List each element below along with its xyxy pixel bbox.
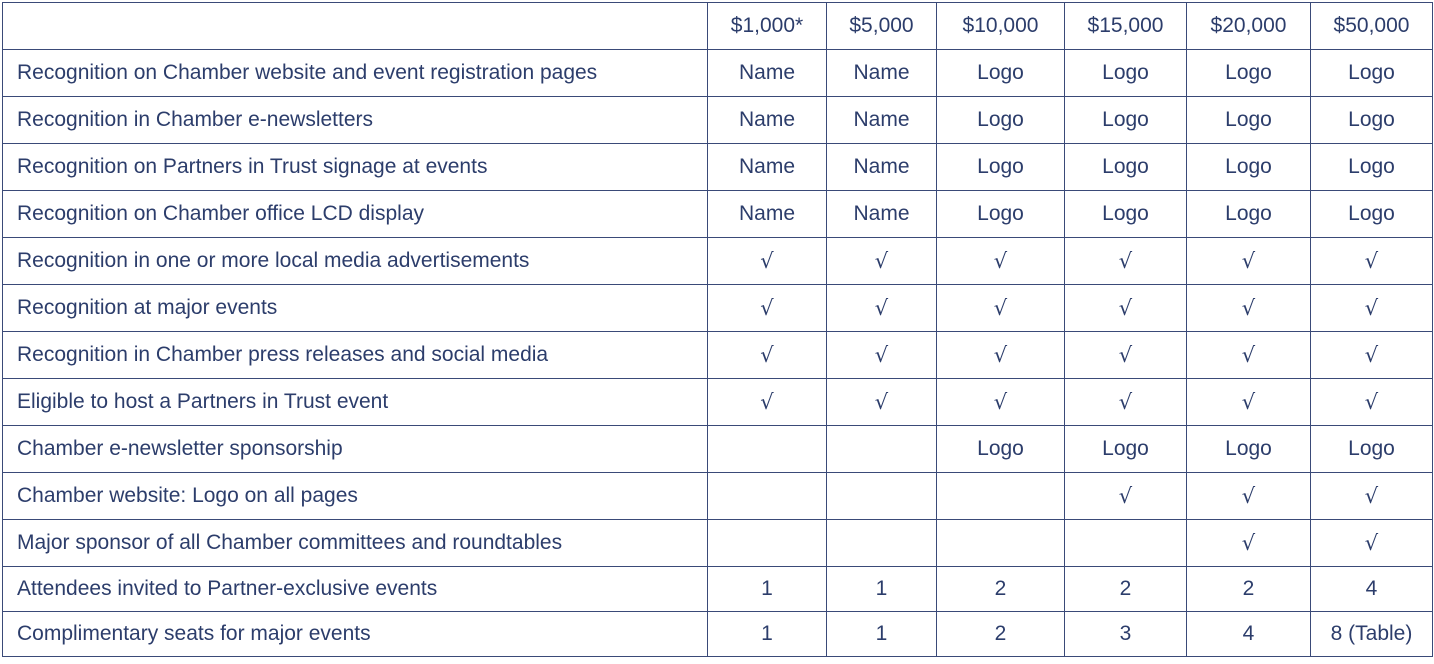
benefit-label: Complimentary seats for major events: [3, 612, 708, 657]
benefit-value-cell: 1: [708, 612, 827, 657]
check-mark-cell: √: [1311, 332, 1433, 379]
check-mark-cell: √: [937, 379, 1065, 426]
table-row: [3, 379, 1433, 426]
table-row: [3, 612, 1433, 657]
benefit-value-cell: Logo: [1065, 144, 1187, 191]
check-mark-cell: √: [827, 379, 937, 426]
benefit-value-cell: Name: [827, 50, 937, 97]
check-mark-cell: √: [708, 332, 827, 379]
tier-header-15000: $15,000: [1065, 3, 1187, 50]
benefit-value-cell: Name: [708, 191, 827, 238]
check-mark-cell: √: [1187, 285, 1311, 332]
benefit-value-cell: 3: [1065, 612, 1187, 657]
check-mark-cell: √: [1187, 238, 1311, 285]
benefit-label: Chamber e-newsletter sponsorship: [3, 426, 708, 473]
benefit-value-cell: 1: [708, 567, 827, 612]
tier-header-5000: $5,000: [827, 3, 937, 50]
benefit-label: Chamber website: Logo on all pages: [3, 473, 708, 520]
tier-header-1000: $1,000*: [708, 3, 827, 50]
benefit-value-cell: 4: [1311, 567, 1433, 612]
benefit-value-cell: Name: [708, 97, 827, 144]
benefit-value-cell: [1065, 520, 1187, 567]
check-mark-cell: √: [827, 238, 937, 285]
benefit-value-cell: Logo: [937, 191, 1065, 238]
benefit-value-cell: 2: [937, 567, 1065, 612]
table-row: [3, 426, 1433, 473]
header-corner-cell: [3, 3, 708, 50]
benefit-value-cell: Name: [708, 144, 827, 191]
benefit-value-cell: Logo: [1187, 50, 1311, 97]
benefit-value-cell: 2: [937, 612, 1065, 657]
benefit-value-cell: Logo: [1311, 97, 1433, 144]
benefit-value-cell: [708, 520, 827, 567]
check-mark-cell: √: [1311, 238, 1433, 285]
table-row: [3, 191, 1433, 238]
benefit-value-cell: Logo: [1311, 426, 1433, 473]
benefit-value-cell: 4: [1187, 612, 1311, 657]
table-row: [3, 567, 1433, 612]
benefit-value-cell: Logo: [1065, 97, 1187, 144]
benefit-value-cell: [827, 426, 937, 473]
table-row: [3, 97, 1433, 144]
benefit-value-cell: 8 (Table): [1311, 612, 1433, 657]
benefit-value-cell: Logo: [1065, 426, 1187, 473]
benefit-label: Recognition on Chamber website and event registration pages: [3, 50, 708, 97]
table-row: [3, 520, 1433, 567]
check-mark-cell: √: [1187, 379, 1311, 426]
check-mark-cell: √: [827, 332, 937, 379]
benefit-value-cell: Logo: [1187, 426, 1311, 473]
benefit-value-cell: [708, 426, 827, 473]
benefit-value-cell: Logo: [1311, 144, 1433, 191]
benefit-label: Recognition in Chamber e-newsletters: [3, 97, 708, 144]
sponsorship-benefits-table: [2, 2, 1433, 657]
check-mark-cell: √: [708, 238, 827, 285]
check-mark-cell: √: [1065, 285, 1187, 332]
check-mark-cell: √: [708, 285, 827, 332]
check-mark-cell: √: [1311, 379, 1433, 426]
benefit-value-cell: Name: [827, 144, 937, 191]
tier-header-20000: $20,000: [1187, 3, 1311, 50]
check-mark-cell: √: [1311, 520, 1433, 567]
check-mark-cell: √: [1187, 332, 1311, 379]
check-mark-cell: √: [937, 285, 1065, 332]
tier-header-10000: $10,000: [937, 3, 1065, 50]
check-mark-cell: √: [1187, 473, 1311, 520]
check-mark-cell: √: [937, 332, 1065, 379]
benefit-value-cell: [827, 520, 937, 567]
benefit-label: Eligible to host a Partners in Trust event: [3, 379, 708, 426]
benefit-label: Attendees invited to Partner-exclusive events: [3, 567, 708, 612]
check-mark-cell: √: [1311, 285, 1433, 332]
benefit-value-cell: Logo: [937, 426, 1065, 473]
benefit-label: Recognition at major events: [3, 285, 708, 332]
benefit-value-cell: Logo: [937, 97, 1065, 144]
benefit-value-cell: Logo: [1065, 191, 1187, 238]
benefit-value-cell: 2: [1187, 567, 1311, 612]
benefit-value-cell: Logo: [1187, 191, 1311, 238]
benefit-value-cell: 2: [1065, 567, 1187, 612]
benefit-label: Recognition on Partners in Trust signage at events: [3, 144, 708, 191]
benefit-value-cell: Logo: [1187, 144, 1311, 191]
benefit-value-cell: Name: [827, 191, 937, 238]
table-row: [3, 473, 1433, 520]
benefit-label: Recognition on Chamber office LCD display: [3, 191, 708, 238]
check-mark-cell: √: [1187, 520, 1311, 567]
check-mark-cell: √: [1065, 379, 1187, 426]
check-mark-cell: √: [1065, 332, 1187, 379]
header-row: [3, 3, 1433, 50]
benefit-value-cell: Name: [827, 97, 937, 144]
benefit-label: Recognition in Chamber press releases and social media: [3, 332, 708, 379]
check-mark-cell: √: [827, 285, 937, 332]
table-row: [3, 332, 1433, 379]
check-mark-cell: √: [1065, 238, 1187, 285]
benefit-value-cell: 1: [827, 612, 937, 657]
table-row: [3, 50, 1433, 97]
benefit-value-cell: Name: [708, 50, 827, 97]
benefit-label: Major sponsor of all Chamber committees and roundtables: [3, 520, 708, 567]
benefit-value-cell: [827, 473, 937, 520]
benefit-value-cell: [937, 473, 1065, 520]
check-mark-cell: √: [708, 379, 827, 426]
table-row: [3, 144, 1433, 191]
benefit-label: Recognition in one or more local media advertisements: [3, 238, 708, 285]
table-row: [3, 285, 1433, 332]
benefit-value-cell: Logo: [1311, 191, 1433, 238]
benefit-value-cell: Logo: [1311, 50, 1433, 97]
table-row: [3, 238, 1433, 285]
benefit-value-cell: Logo: [937, 144, 1065, 191]
benefit-value-cell: [937, 520, 1065, 567]
check-mark-cell: √: [1311, 473, 1433, 520]
benefit-value-cell: Logo: [1065, 50, 1187, 97]
benefit-value-cell: Logo: [937, 50, 1065, 97]
benefit-value-cell: 1: [827, 567, 937, 612]
benefit-value-cell: Logo: [1187, 97, 1311, 144]
tier-header-50000: $50,000: [1311, 3, 1433, 50]
check-mark-cell: √: [1065, 473, 1187, 520]
check-mark-cell: √: [937, 238, 1065, 285]
benefit-value-cell: [708, 473, 827, 520]
